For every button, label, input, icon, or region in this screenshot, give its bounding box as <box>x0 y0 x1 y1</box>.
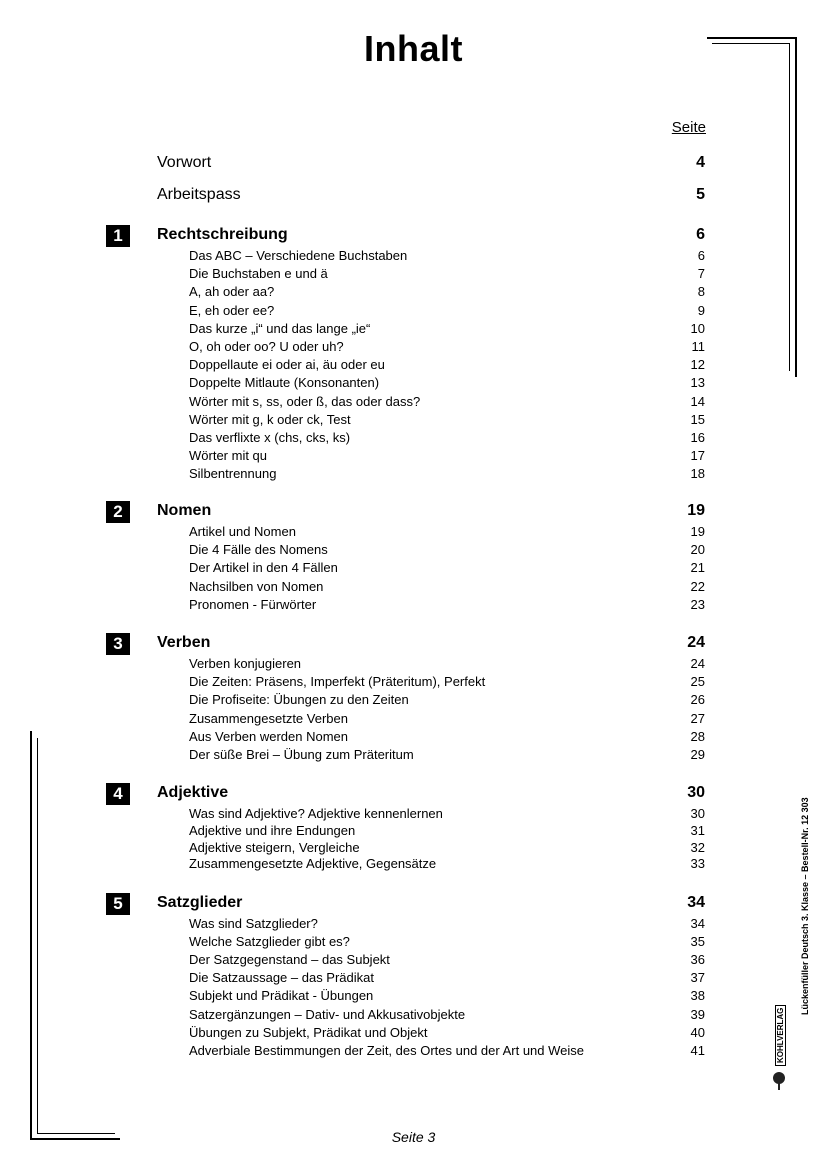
frame-bottom-left-horizontal <box>30 1138 120 1140</box>
toc-item-page: 34 <box>690 916 705 931</box>
toc-item-label: O, oh oder oo? U oder uh? <box>189 339 344 354</box>
toc-item-page: 7 <box>697 266 705 282</box>
toc-item-label: Zusammengesetzte Adjektive, Gegensätze <box>189 856 437 872</box>
section-number-badge: 5 <box>106 893 130 915</box>
toc-item-page: 18 <box>690 466 705 482</box>
toc-item-page: 13 <box>690 375 705 391</box>
toc-item-page: 20 <box>690 542 705 558</box>
toc-item-label: Was sind Adjektive? Adjektive kennenlernen <box>189 806 443 821</box>
toc-item-label: A, ah oder aa? <box>189 284 275 300</box>
frame-top-right-horizontal <box>707 37 797 39</box>
toc-item-label: Wörter mit qu <box>189 448 268 464</box>
tree-logo-icon <box>771 1071 787 1091</box>
intro-entry-page: 4 <box>696 154 705 171</box>
toc-item-label: Pronomen - Fürwörter <box>189 596 317 612</box>
toc-item-label: Adjektive steigern, Vergleiche <box>189 839 360 855</box>
section-heading-page: 30 <box>687 784 705 801</box>
toc-item-page: 9 <box>697 302 705 318</box>
toc-item-page: 40 <box>690 1024 705 1040</box>
toc-item-page: 24 <box>690 656 705 671</box>
section-heading-label: Satzglieder <box>157 894 243 911</box>
toc-item-page: 22 <box>690 578 705 594</box>
toc-item-label: Das verflixte x (chs, cks, ks) <box>189 430 351 445</box>
toc-item-label: Wörter mit g, k oder ck, Test <box>189 411 351 427</box>
toc-item-label: Artikel und Nomen <box>189 524 296 539</box>
toc-item-label: Wörter mit s, ss, oder ß, das oder dass? <box>189 393 421 409</box>
toc-item-label: Adjektive und ihre Endungen <box>189 822 356 838</box>
section-number-badge: 2 <box>106 501 130 523</box>
toc-item-label: Zusammengesetzte Verben <box>189 710 348 726</box>
seite-column-header: Seite <box>671 119 706 136</box>
section-heading-label: Nomen <box>157 502 212 519</box>
toc-item-label: Die Buchstaben e und ä <box>189 266 328 282</box>
section-heading-label: Adjektive <box>157 784 229 801</box>
toc-item-label: Doppellaute ei oder ai, äu oder eu <box>189 357 385 373</box>
toc-item-page: 33 <box>690 856 705 872</box>
toc-item-label: Die Profiseite: Übungen zu den Zeiten <box>189 692 409 708</box>
toc-item-page: 15 <box>690 411 705 427</box>
toc-item-label: Übungen zu Subjekt, Prädikat und Objekt <box>189 1024 428 1040</box>
intro-entry-label: Arbeitspass <box>157 186 241 203</box>
toc-item-page: 16 <box>690 430 705 445</box>
toc-item-label: Der süße Brei – Übung zum Präteritum <box>189 747 414 762</box>
toc-item-page: 8 <box>697 284 705 300</box>
section-number-badge: 4 <box>106 783 130 805</box>
toc-item-page: 6 <box>697 248 705 263</box>
toc-item-page: 12 <box>690 357 705 373</box>
frame-bottom-left-inner-vertical <box>37 738 38 1134</box>
frame-top-right-vertical <box>795 37 797 377</box>
toc-item-label: Das kurze „i“ und das lange „ie“ <box>189 320 371 336</box>
toc-item-page: 41 <box>690 1042 705 1058</box>
toc-item-page: 25 <box>690 674 705 690</box>
section-heading-page: 6 <box>696 226 705 243</box>
toc-item-page: 28 <box>690 728 705 744</box>
toc-item-page: 29 <box>690 747 705 762</box>
toc-item-label: Die 4 Fälle des Nomens <box>189 542 328 558</box>
toc-item-page: 32 <box>690 839 705 855</box>
section-number-badge: 1 <box>106 225 130 247</box>
toc-item-label: E, eh oder ee? <box>189 302 275 318</box>
toc-item-page: 37 <box>690 970 705 986</box>
section-heading-page: 19 <box>687 502 705 519</box>
section-number-badge: 3 <box>106 633 130 655</box>
toc-item-label: Die Satzaussage – das Prädikat <box>189 970 374 986</box>
toc-item-page: 31 <box>690 822 705 838</box>
toc-item-page: 27 <box>690 710 705 726</box>
toc-item-label: Silbentrennung <box>189 466 277 482</box>
page-footer: Seite 3 <box>391 1129 436 1145</box>
page-title: Inhalt <box>364 28 463 69</box>
toc-item-page: 10 <box>690 320 705 336</box>
section-heading-page: 24 <box>687 634 705 651</box>
toc-item-label: Was sind Satzglieder? <box>189 916 318 931</box>
toc-item-page: 19 <box>690 524 705 539</box>
toc-item-label: Nachsilben von Nomen <box>189 578 324 594</box>
toc-item-label: Der Satzgegenstand – das Subjekt <box>189 952 390 968</box>
frame-top-right-inner-horizontal <box>712 43 790 44</box>
frame-bottom-left-inner-horizontal <box>37 1133 115 1134</box>
toc-item-label: Subjekt und Prädikat - Übungen <box>189 988 374 1004</box>
toc-item-page: 39 <box>690 1006 705 1022</box>
publisher-logo: KOHLVERLAG <box>775 1005 786 1066</box>
publisher-side-text: Lückenfüller Deutsch 3. Klasse – Bestell-Nr. 12 303 <box>800 797 810 1015</box>
toc-item-label: Aus Verben werden Nomen <box>189 728 348 744</box>
intro-entry-page: 5 <box>696 186 705 203</box>
toc-item-label: Doppelte Mitlaute (Konsonanten) <box>189 375 380 391</box>
section-heading-page: 34 <box>687 894 705 911</box>
toc-item-page: 14 <box>690 393 705 409</box>
toc-item-label: Verben konjugieren <box>189 656 302 671</box>
section-heading-label: Rechtschreibung <box>157 226 288 243</box>
toc-item-page: 11 <box>691 339 705 354</box>
toc-item-label: Welche Satzglieder gibt es? <box>189 934 350 950</box>
toc-item-page: 35 <box>690 934 705 950</box>
toc-item-label: Die Zeiten: Präsens, Imperfekt (Präteritum), Perfekt <box>189 674 486 690</box>
toc-item-page: 17 <box>690 448 705 464</box>
toc-item-page: 23 <box>690 596 705 612</box>
toc-item-page: 26 <box>690 692 705 708</box>
frame-bottom-left-vertical <box>30 731 32 1140</box>
toc-item-page: 30 <box>690 806 705 821</box>
toc-item-label: Der Artikel in den 4 Fällen <box>189 560 338 576</box>
toc-item-page: 38 <box>690 988 705 1004</box>
section-heading-label: Verben <box>157 634 211 651</box>
frame-top-right-inner-vertical <box>789 43 790 371</box>
intro-entry-label: Vorwort <box>157 154 212 171</box>
toc-item-page: 36 <box>690 952 705 968</box>
toc-item-label: Adverbiale Bestimmungen der Zeit, des Ortes und der Art und Weise <box>189 1042 585 1058</box>
toc-item-page: 21 <box>690 560 705 576</box>
toc-item-label: Satzergänzungen – Dativ- und Akkusativobjekte <box>189 1006 466 1022</box>
toc-item-label: Das ABC – Verschiedene Buchstaben <box>189 248 408 263</box>
